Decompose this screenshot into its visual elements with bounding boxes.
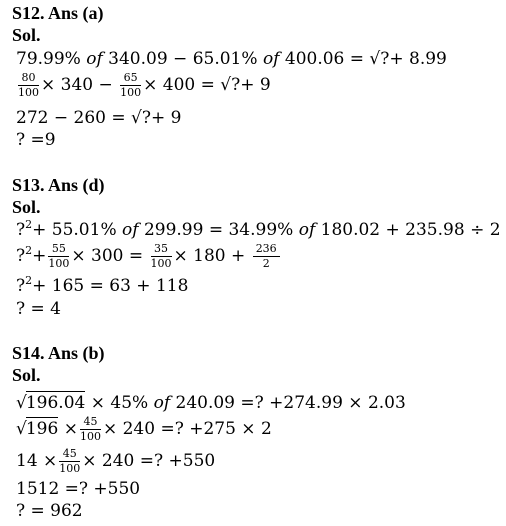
s13-line-2: ?$^2$+ $\frac{55}{100}$ × 300 = $\frac{35}{100}$ × 180 + $\frac{236}{2}$ (16, 243, 282, 270)
s14-line-2: √196 × $\frac{45}{100}$ × 240 =? +275 × 2 (16, 415, 272, 443)
fraction: $\frac{65}{100}$ (120, 71, 142, 99)
s14-line-1: √196.04 × 45% of 240.09 =? +274.99 × 2.03 (16, 393, 406, 413)
s13-heading: S13. Ans (d) (12, 175, 105, 195)
solution-s13 (12, 174, 502, 218)
solution-s12 (12, 2, 502, 46)
s13-sol-label: Sol. (12, 197, 41, 217)
s13-line-1: ?$^2$+ 55.01% of 299.99 = 34.99% of 180.02 + 235.98 ÷ 2 (16, 218, 501, 240)
fraction: $\frac{45}{100}$ (79, 415, 101, 443)
solution-s14 (12, 342, 502, 386)
s14-sol-label: Sol. (12, 365, 41, 385)
s12-sol-label: Sol. (12, 25, 41, 45)
fraction: $\frac{236}{2}$ (253, 243, 280, 270)
s14-line-5: ? = 962 (16, 501, 83, 521)
s13-line-4: ? = 4 (16, 299, 61, 319)
s12-line-4: ? =9 (16, 130, 56, 150)
s12-heading: S12. Ans (a) (12, 3, 104, 23)
s12-line-3: 272 − 260 = √?+ 9 (16, 108, 182, 128)
s14-heading: S14. Ans (b) (12, 343, 105, 363)
s12-line-2: $\frac{80}{100}$ × 340 − $\frac{65}{100}$ × 400 = √?+ 9 (18, 71, 271, 99)
s14-line-3: 14 × $\frac{45}{100}$ × 240 =? +550 (16, 447, 216, 475)
fraction: $\frac{80}{100}$ (18, 71, 39, 99)
s13-line-3: ?$^2$+ 165 = 63 + 118 (16, 274, 189, 296)
fraction: $\frac{45}{100}$ (59, 447, 81, 475)
s12-line-1: 79.99% of 340.09 − 65.01% of 400.06 = √?+ 8.99 (16, 49, 447, 69)
s14-line-4: 1512 =? +550 (16, 479, 141, 499)
fraction: $\frac{35}{100}$ (150, 242, 172, 270)
fraction: $\frac{55}{100}$ (48, 242, 70, 270)
